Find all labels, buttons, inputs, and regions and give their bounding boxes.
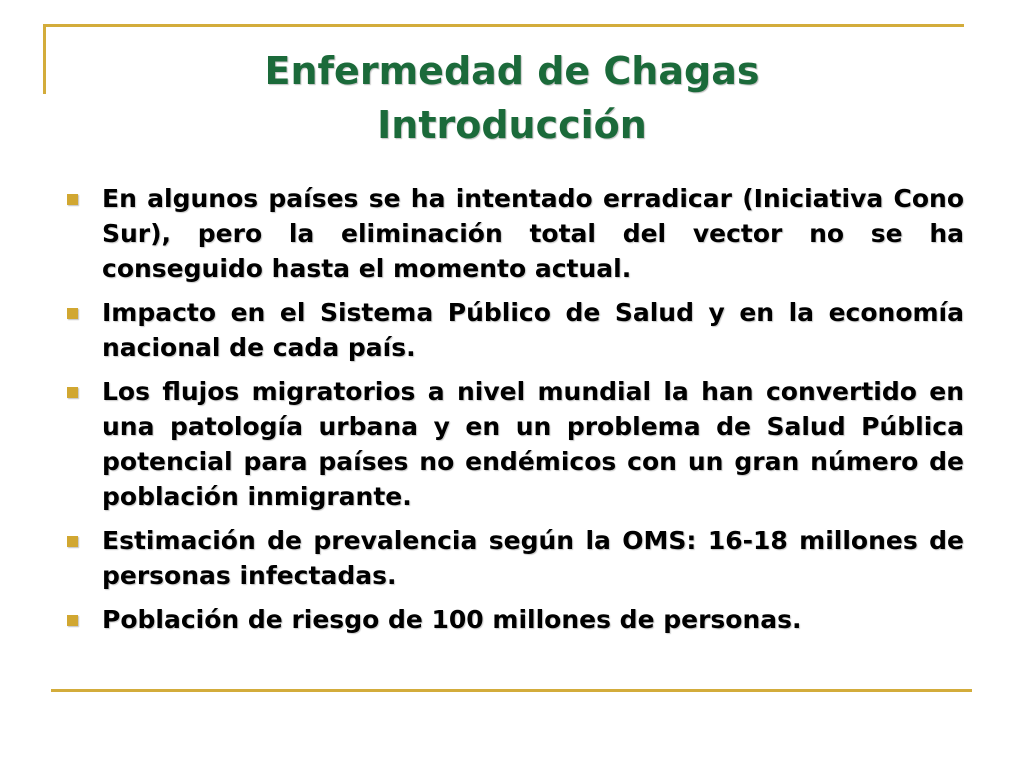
bullet-item-2 <box>64 295 964 365</box>
bullet-item-1 <box>64 181 964 286</box>
square-bullet-icon <box>67 308 78 319</box>
bullet-text: Los flujos migratorios a nivel mundial la han convertido en una patología urbana y en un problema de Salud Pública potencial para países no endémicos con un gran número de población inmigrante. <box>102 377 964 511</box>
title-line-1: Enfermedad de Chagas <box>264 49 760 93</box>
square-bullet-icon <box>67 387 78 398</box>
bottom-rule <box>51 689 972 692</box>
bullet-text: Población de riesgo de 100 millones de personas. <box>102 605 802 634</box>
square-bullet-icon <box>67 615 78 626</box>
bullet-item-3 <box>64 374 964 514</box>
bullet-item-5 <box>64 602 964 637</box>
bullet-text: En algunos países se ha intentado erradicar (Iniciativa Cono Sur), pero la eliminación total del vector no se ha conseguido hasta el momento actual. <box>102 184 964 283</box>
bullet-text: Impacto en el Sistema Público de Salud y en la economía nacional de cada país. <box>102 298 964 362</box>
bullet-text: Estimación de prevalencia según la OMS: 16-18 millones de personas infectadas. <box>102 526 964 590</box>
square-bullet-icon <box>67 194 78 205</box>
top-rule <box>43 24 964 27</box>
bullet-item-4 <box>64 523 964 593</box>
left-rule <box>43 24 46 94</box>
bullet-list <box>64 181 964 646</box>
title-line-2: Introducción <box>377 103 647 147</box>
square-bullet-icon <box>67 536 78 547</box>
slide-title <box>150 44 874 152</box>
